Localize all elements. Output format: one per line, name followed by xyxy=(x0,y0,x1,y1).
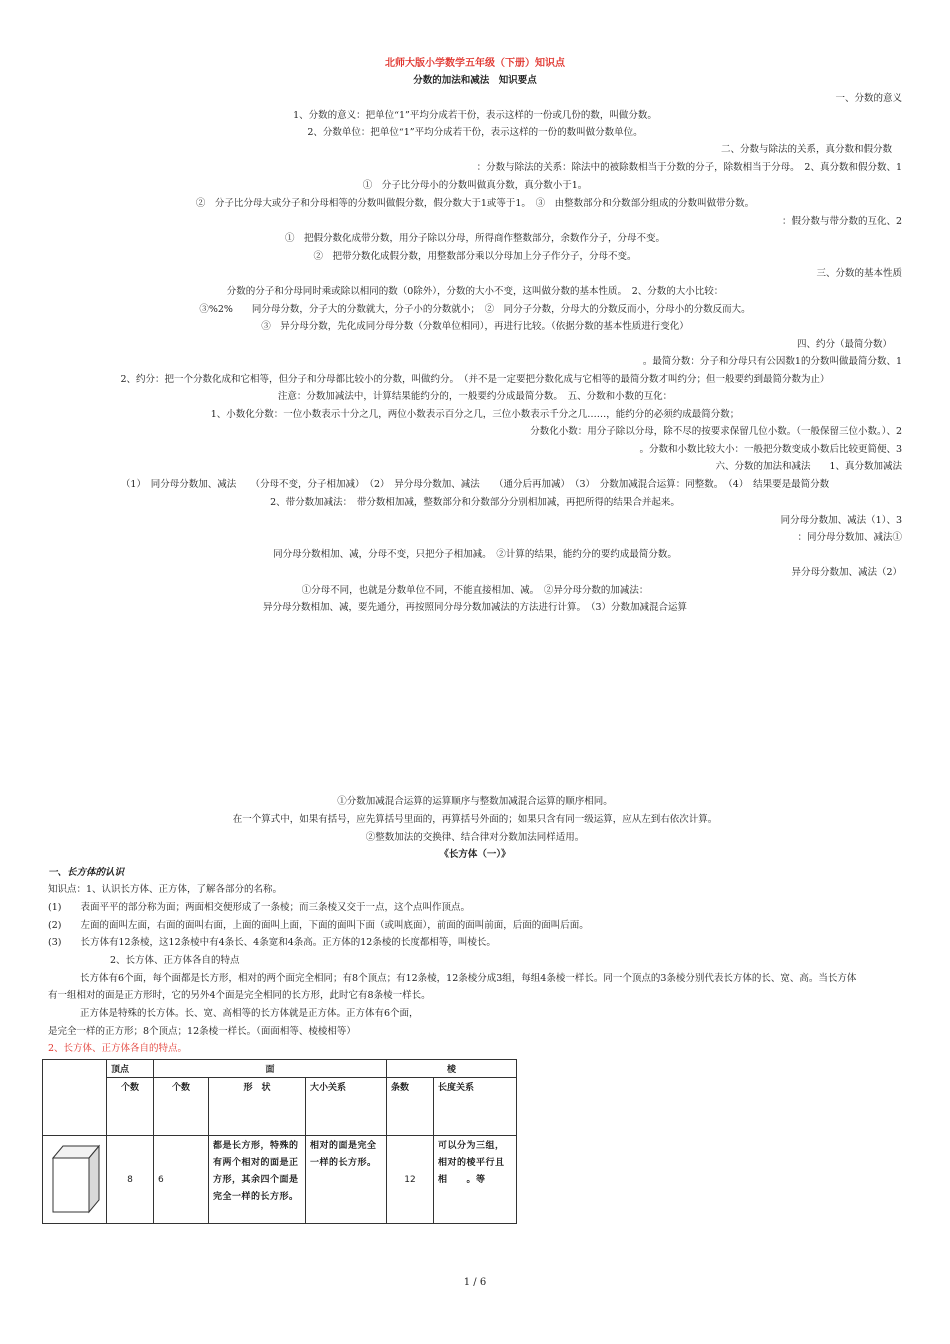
blank-cell xyxy=(43,1060,107,1136)
text-line: 在一个算式中，如果有括号，应先算括号里面的，再算括号外面的；如果只含有同一级运算，应从左到右依次计算。 xyxy=(232,814,718,825)
text-line: ② 分子比分母大或分子和分母相等的分数叫做假分数，假分数大于1或等于1。 ③ 由整数部分和分数部分组成的分数叫做带分数。 xyxy=(195,198,755,209)
header-vertex-count: 个数 xyxy=(107,1078,154,1136)
text-line-red: 2、长方体、正方体各自的特点。 xyxy=(48,1043,188,1054)
text-line: (3) 长方体有12条棱，这12条棱中有4条长、4条宽和4条高。正方体的12条棱的长度都相等，叫棱长。 xyxy=(48,937,496,948)
header-vertex: 顶点 xyxy=(107,1060,154,1078)
cuboid-table xyxy=(42,1059,517,1224)
face-size: 相对的面是完全一样的长方形。 xyxy=(306,1136,387,1224)
text-line: ② 把带分数化成假分数，用整数部分乘以分母加上分子作分子，分母不变。 xyxy=(313,251,637,262)
text-line: 。分数和小数比较大小：一般把分数变成小数后比较更简便、3 xyxy=(639,444,902,455)
text-line: (2) 左面的面叫左面，右面的面叫右面，上面的面叫上面，下面的面叫下面（或叫底面），前面的面叫前面，后面的面叫后面。 xyxy=(48,920,589,931)
text-line: 知识点：1、认识长方体、正方体，了解各部分的名称。 xyxy=(48,884,283,895)
face-shape: 都是长方形，特殊的有两个相对的面是正方形，其余四个面是完全一样的长方形。 xyxy=(209,1136,306,1224)
text-line: 2、约分：把一个分数化成和它相等，但分子和分母都比较小的分数，叫做约分。 （并不是一定要把分数化成与它相等的最简分数才叫约分；但一般要约到最简分数为止） xyxy=(120,374,830,385)
text-line: ：分数与除法的关系：除法中的被除数相当于分数的分子，除数相当于分母。 2、真分数和假分数、1 xyxy=(476,162,902,173)
text-line: ：同分母分数加、减法① xyxy=(797,532,902,543)
text-line: 分数的分子和分母同时乘或除以相同的数（0除外），分数的大小不变，这叫做分数的基本性质。 2、分数的大小比较： xyxy=(226,286,724,297)
text-line: 2、长方体、正方体各自的特点 xyxy=(110,955,240,966)
text-line: (1) 表面平平的部分称为面；两面相交便形成了一条棱；而三条棱又交于一点，这个点叫作顶点。 xyxy=(48,902,470,913)
header-length: 长度关系 xyxy=(434,1078,517,1136)
text-line: 异分母分数加、减法（2） xyxy=(791,567,902,578)
text-line: ① 分子比分母小的分数叫做真分数，真分数小于1。 xyxy=(362,180,588,191)
header-edge: 棱 xyxy=(387,1060,517,1078)
section-heading: 四、约分（最简分数） xyxy=(796,339,892,350)
text-line: ① 把假分数化成带分数，用分子除以分母，所得商作整数部分，余数作分子，分母不变。 xyxy=(284,233,665,244)
header-size: 大小关系 xyxy=(306,1078,387,1136)
vertex-count: 8 xyxy=(107,1136,154,1224)
section-heading: 一、分数的意义 xyxy=(835,93,902,104)
text-line: 1、分数的意义：把单位“1”平均分成若干份，表示这样的一份或几份的数，叫做分数。 xyxy=(293,110,657,121)
text-line: ③ 异分母分数，先化成同分母分数（分数单位相同），再进行比较。（依据分数的基本性质进行变化） xyxy=(261,321,689,332)
text-line: 异分母分数相加、减，要先通分，再按照同分母分数加减法的方法进行计算。 （3）分数加减混合运算 xyxy=(262,602,688,613)
chapter-title: 《长方体（一）》 xyxy=(439,849,511,860)
text-line: 同分母分数相加、减，分母不变，只把分子相加减。 ②计算的结果，能约分的要约成最简分数。 xyxy=(273,549,677,560)
text-line: ②整数加法的交换律、结合律对分数加法同样适用。 xyxy=(365,832,585,843)
text-line: 2、带分数加减法： 带分数相加减，整数部分和分数部分分别相加减，再把所得的结果合并起来。 xyxy=(270,497,680,508)
text-line: 是完全一样的正方形；8个顶点；12条棱一样长。（面面相等、棱棱相等） xyxy=(48,1026,356,1037)
text-line: 。最简分数：分子和分母只有公因数1的分数叫做最简分数、1 xyxy=(642,356,902,367)
header-edge-count: 条数 xyxy=(387,1078,434,1136)
edge-count: 12 xyxy=(387,1136,434,1224)
section-heading: 三、分数的基本性质 xyxy=(816,268,902,279)
text-line: ①分数加减混合运算的运算顺序与整数加减混合运算的顺序相同。 xyxy=(337,796,613,807)
text-line: ①分母不同，也就是分数单位不同，不能直接相加、减。 ②异分母分数的加减法： xyxy=(301,585,649,596)
header-face-count: 个数 xyxy=(154,1078,209,1136)
doc-title: 北师大版小学数学五年级（下册）知识点 xyxy=(385,58,565,69)
text-line: 2、分数单位：把单位“1”平均分成若干份，表示这样的一份的数叫做分数单位。 xyxy=(307,127,643,138)
cuboid-icon xyxy=(49,1140,101,1216)
text-line: 有一组相对的面是正方形时，它的另外4个面是完全相同的长方形，此时它有8条棱一样长。 xyxy=(48,990,431,1001)
doc-subtitle: 分数的加法和减法 知识要点 xyxy=(413,75,537,86)
header-face: 面 xyxy=(154,1060,387,1078)
section-heading: 二、分数与除法的关系，真分数和假分数 xyxy=(720,144,892,155)
text-line: 长方体有6个面，每个面都是长方形，相对的两个面完全相同；有8个顶点；有12条棱，12条棱分成3组，每组4条棱一样长。同一个顶点的3条棱分别代表长方体的长、宽、高。当长方体 xyxy=(80,973,857,984)
text-line: 注意：分数加减法中，计算结果能约分的，一般要约分成最简分数。 五、分数和小数的互化： xyxy=(277,391,673,402)
text-line: ：假分数与带分数的互化、2 xyxy=(781,216,902,227)
text-line: 正方体是特殊的长方体。长、宽、高相等的长方体就是正方体。正方体有6个面， xyxy=(80,1008,419,1019)
text-line: 同分母分数加、减法（1）、3 xyxy=(780,515,902,526)
cuboid-figure-cell xyxy=(43,1136,107,1224)
heading-cuboid: 一、长方体的认识 xyxy=(48,867,125,878)
text-line: （1） 同分母分数加、减法 （分母不变，分子相加减） （2） 异分母分数加、减法 （通分后再加减） （3） 分数加减混合运算：同整数。 （4） 结果要是最简分数 xyxy=(120,479,830,490)
header-shape: 形 状 xyxy=(209,1078,306,1136)
text-line: ③%2% 同分母分数，分子大的分数就大，分子小的分数就小； ② 同分子分数，分母大的分数反而小，分母小的分数反而大。 xyxy=(199,304,751,315)
face-count: 6 xyxy=(154,1136,209,1224)
text-line: 六、分数的加法和减法 1、真分数加减法 xyxy=(715,461,902,472)
edge-length: 可以分为三组，相对的棱平行且相 。等 xyxy=(434,1136,517,1224)
text-line: 1、小数化分数：一位小数表示十分之几，两位小数表示百分之几，三位小数表示千分之几……，能约分的必须约成最简分数； xyxy=(210,409,740,420)
text-line: 分数化小数：用分子除以分母，除不尽的按要求保留几位小数。（一般保留三位小数。）、2 xyxy=(530,426,902,437)
page-number: 1 / 6 xyxy=(463,1277,487,1288)
